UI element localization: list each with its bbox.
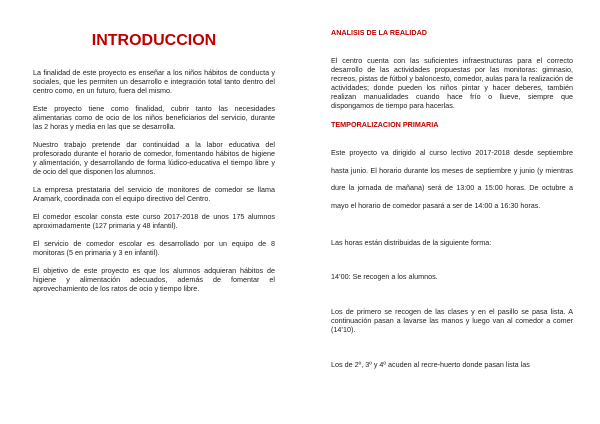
intro-paragraph: Este proyecto tiene como finalidad, cubrir tanto las necesidades alimentarias como de ocio de los niños beneficiarios del servicio, durante las 2 horas y media en las que se desarrolla. <box>33 104 275 131</box>
hours-intro: Las horas están distribuidas de la siguiente forma: <box>331 238 492 247</box>
intro-paragraph: La finalidad de este proyecto es enseñar a los niños hábitos de conducta y sociales, que les permiten un desarrollo e integración total tanto dentro del centro como, en un futuro, fuera del mismo. <box>33 68 275 95</box>
intro-paragraph: El servicio de comedor escolar es desarrollado por un equipo de 8 monitoras (5 en primaria y 3 en infantil). <box>33 239 275 257</box>
schedule-paragraph: Los de primero se recogen de las clases y en el pasillo se pasa lista. A continuación pasan a lavarse las manos y luego van al comedor a comer (14’10). <box>331 307 573 334</box>
intro-paragraph: El objetivo de este proyecto es que los alumnos adquieran hábitos de higiene y alimentación adecuados, además de fomentar el aprovechamiento de los ratos de ocio y tiempo libre. <box>33 266 275 293</box>
schedule-paragraph: Los de 2º, 3º y 4º acuden al recre-huerto donde pasan lista las <box>331 360 530 369</box>
intro-paragraph: El comedor escolar consta este curso 2017-2018 de unos 175 alumnos aproximadamente (127 primaria y 48 infantil). <box>33 212 275 230</box>
section-title-temporalizacion: TEMPORALIZACION PRIMARIA <box>331 120 439 129</box>
schedule-item: 14’00: Se recogen a los alumnos. <box>331 272 438 281</box>
intro-paragraph: Nuestro trabajo pretende dar continuidad a la labor educativa del profesorado durante el horario de comedor, fomentando hábitos de higiene y alimentación, y desarrollando de forma lúdico-educativa el tiempo libre y de ocio del que disponen los alumnos. <box>33 140 275 176</box>
right-column <box>331 28 573 369</box>
analisis-paragraph: El centro cuenta con las suficientes infraestructuras para el correcto desarrollo de las actividades propuestas por las monitoras: gimnasio, recreos, pistas de fútbol y baloncesto, comedor, aulas para la realización de actividades; donde pueden los niños pintar y hacer deberes, también realizan manualidades cuando hace frío o llueve, siempre que dispongamos de tiempo para hacerlas. <box>331 56 573 110</box>
intro-paragraph: La empresa prestataria del servicio de monitores de comedor se llama Aramark, coordinada con el equipo directivo del Centro. <box>33 185 275 203</box>
temporalizacion-paragraph: Este proyecto va dirigido al curso lectivo 2017-2018 desde septiembre hasta junio. El horario durante los meses de septiembre y junio (y mientras dure la jornada de mañana) será de 13:00 a 15:00 horas. De octubre a mayo el horario de comedor pasará a ser de 14:00 a 16:30 horas. <box>331 148 573 210</box>
section-title-analisis: ANALISIS DE LA REALIDAD <box>331 28 427 37</box>
left-column <box>33 32 275 302</box>
page-title: INTRODUCCION <box>91 32 217 49</box>
